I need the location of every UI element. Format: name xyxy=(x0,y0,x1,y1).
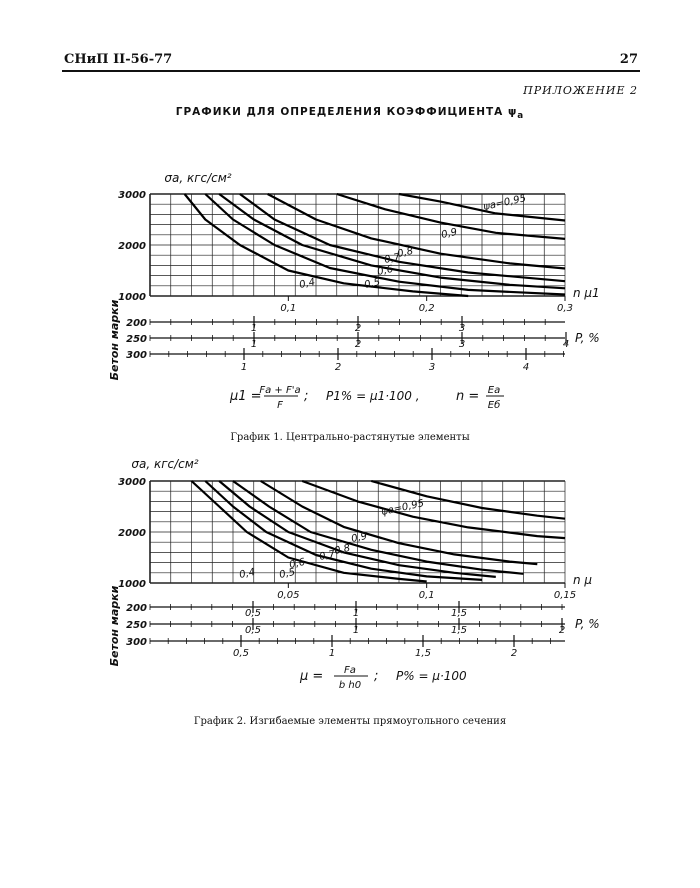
formula-percent-definition: P1% = μ1·100 , xyxy=(326,389,420,403)
x-axis-label: n μ xyxy=(573,573,593,587)
grade-tick-label: 1 xyxy=(328,648,336,659)
curve-label: ψa=0,95 xyxy=(380,498,426,518)
chart-1-caption: График 1. Центрально-растянутые элементы xyxy=(230,432,470,443)
grade-tick-label: 2 xyxy=(354,339,362,350)
curve-label: 0,9 xyxy=(440,226,459,241)
grade-tick-label: 3 xyxy=(428,362,436,373)
curve-label: 0,6 xyxy=(376,263,395,278)
formula-percent-definition: P% = μ·100 xyxy=(396,669,467,683)
grade-tick-label: 0,5 xyxy=(245,625,261,636)
x-tick-label: 0,1 xyxy=(280,303,297,314)
grade-tick-label: 2 xyxy=(558,625,566,636)
grade-tick-label: 1 xyxy=(352,608,360,619)
formula-mu-numerator: Fa + F'a xyxy=(259,385,301,396)
grade-tick-label: 1,5 xyxy=(451,625,467,636)
grade-label: 250 xyxy=(126,334,147,345)
y-tick-label: 3000 xyxy=(118,477,146,488)
page-title xyxy=(0,106,700,121)
grade-tick-label: 1,5 xyxy=(451,608,467,619)
y-tick-label: 2000 xyxy=(118,241,146,252)
grade-tick-label: 3 xyxy=(458,339,466,350)
y-axis-label: σa, кгс/см² xyxy=(131,457,199,471)
grade-tick-label: 3 xyxy=(458,323,466,334)
curve-label: 0,6 xyxy=(288,556,307,571)
formula-n-lhs: n = xyxy=(456,389,480,404)
grade-tick-label: 0,5 xyxy=(245,608,261,619)
formula-mu-lhs: μ = xyxy=(300,669,324,684)
y-axis-label: σa, кгс/см² xyxy=(164,171,232,185)
curve-label: 0,4 xyxy=(298,276,317,291)
appendix-label: ПРИЛОЖЕНИЕ 2 xyxy=(523,84,638,97)
grade-tick-label: 2 xyxy=(354,323,362,334)
concrete-grade-label: Бетон марки xyxy=(108,299,121,381)
curve-5 xyxy=(302,481,565,538)
formula-mu-lhs: μ1 = xyxy=(230,389,262,404)
formula-separator: ; xyxy=(304,389,309,404)
percent-axis-label: P, % xyxy=(575,331,600,345)
y-tick-label: 2000 xyxy=(118,528,146,539)
y-tick-label: 3000 xyxy=(118,190,146,201)
formula-mu-denominator: b h0 xyxy=(338,680,362,691)
page-title-text: ГРАФИКИ ДЛЯ ОПРЕДЕЛЕНИЯ КОЭФФИЦИЕНТА xyxy=(175,106,504,118)
y-tick-label: 1000 xyxy=(118,292,146,303)
document-code: СНиП II-56-77 xyxy=(64,52,173,67)
grade-tick-label: 1 xyxy=(352,625,360,636)
grade-tick-label: 1 xyxy=(240,362,248,373)
x-axis-label: n μ1 xyxy=(573,286,600,300)
x-tick-label: 0,05 xyxy=(277,590,300,601)
x-tick-label: 0,3 xyxy=(557,303,573,314)
formula-n-numerator: Ea xyxy=(487,385,501,396)
grade-tick-label: 4 xyxy=(562,339,570,350)
grade-tick-label: 2 xyxy=(510,648,518,659)
formula-mu-numerator: Fa xyxy=(344,665,356,676)
curve-label: 0,8 xyxy=(333,542,352,557)
formula-separator: ; xyxy=(374,669,379,684)
header-rule xyxy=(62,70,640,72)
psi-symbol: ψ xyxy=(507,106,518,118)
formula-n-denominator: Eб xyxy=(487,400,501,411)
psi-subscript: a xyxy=(517,111,525,122)
grade-label: 300 xyxy=(126,350,147,361)
curve-label: 0,7 xyxy=(383,251,402,266)
chart-2 xyxy=(0,450,700,710)
curve-label: ψa=0,95 xyxy=(482,193,528,213)
percent-axis-label: P, % xyxy=(575,617,600,631)
y-tick-label: 1000 xyxy=(118,579,146,590)
curve-label: 0,7 xyxy=(318,548,337,563)
grade-tick-label: 0,5 xyxy=(233,648,249,659)
grade-label: 250 xyxy=(126,620,147,631)
x-tick-label: 0,15 xyxy=(553,590,577,601)
curve-label: 0,5 xyxy=(363,276,382,291)
grade-label: 200 xyxy=(126,603,147,614)
grade-tick-label: 1 xyxy=(250,323,258,334)
grade-label: 200 xyxy=(126,318,147,329)
grade-tick-label: 1 xyxy=(250,339,258,350)
curve-label: 0,4 xyxy=(238,566,257,581)
grade-tick-label: 1,5 xyxy=(415,648,431,659)
chart-2-caption: График 2. Изгибаемые элементы прямоугольного сечения xyxy=(193,716,507,727)
x-tick-label: 0,1 xyxy=(418,590,435,601)
x-tick-label: 0,2 xyxy=(418,303,435,314)
concrete-grade-label: Бетон марки xyxy=(108,585,121,667)
grade-label: 300 xyxy=(126,637,147,648)
grade-tick-label: 2 xyxy=(334,362,342,373)
page-number: 27 xyxy=(619,52,638,67)
formula-mu-denominator: F xyxy=(277,400,283,411)
curve-label: 0,5 xyxy=(278,566,297,581)
curve-label: 0,9 xyxy=(350,530,369,545)
grade-tick-label: 4 xyxy=(522,362,530,373)
curve-label: 0,8 xyxy=(396,245,415,260)
